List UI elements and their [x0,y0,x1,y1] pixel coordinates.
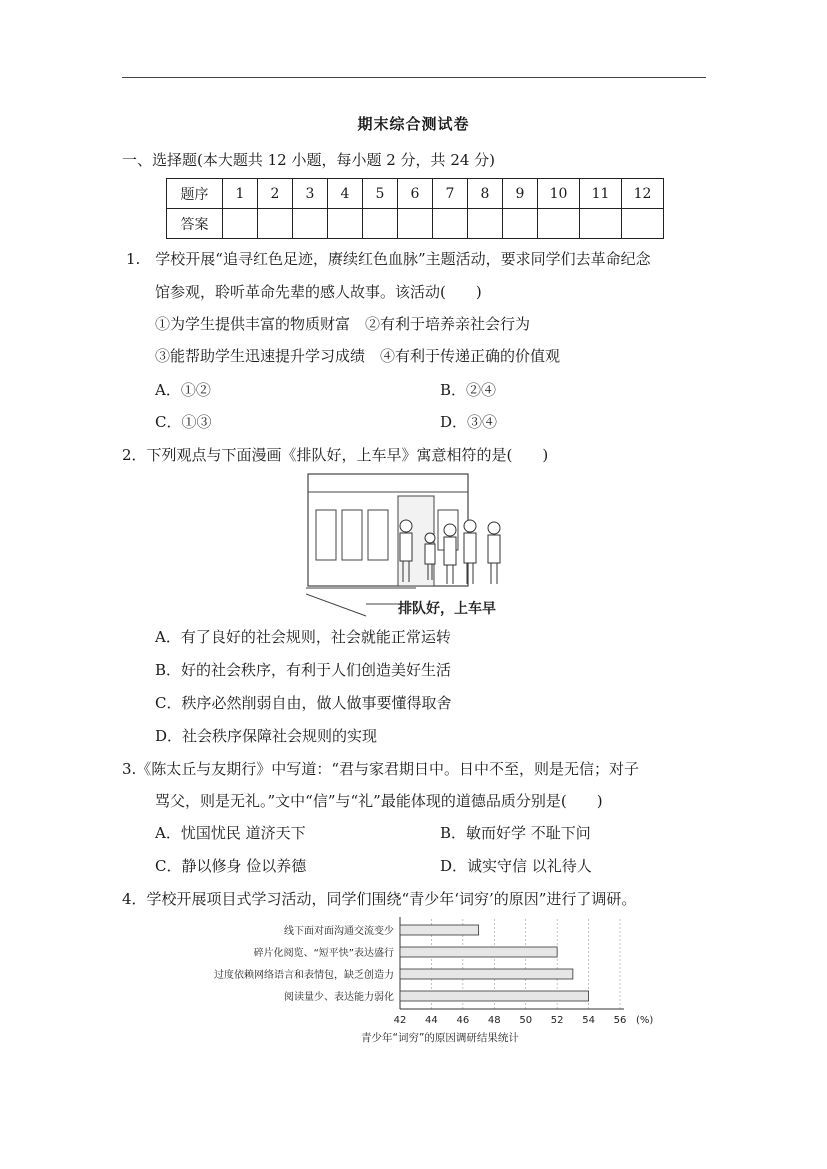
x-tick-label: 46 [456,1015,470,1026]
q2-option-c[interactable]: C．秩序必然削弱自由，做人做事要懂得取舍 [155,694,452,712]
table-cell: 4 [328,179,363,209]
x-tick-label: 48 [487,1015,501,1026]
table-row [167,209,664,239]
answer-cell[interactable] [258,209,293,239]
q1-stem-line2: 馆参观，聆听革命先辈的感人故事。该活动( ) [155,283,482,301]
queue-comic-illustration [306,470,522,620]
table-cell: 9 [503,179,538,209]
section-heading: 一、选择题(本大题共 12 小题，每小题 2 分，共 24 分) [122,151,496,169]
x-unit-label: (%) [636,1015,654,1026]
answer-cell[interactable] [293,209,328,239]
table-row [167,179,664,209]
q2-option-a[interactable]: A．有了良好的社会规则，社会就能正常运转 [155,628,451,646]
answer-cell[interactable] [223,209,258,239]
answer-cell[interactable] [398,209,433,239]
bar [400,925,479,935]
bar [400,969,573,979]
answer-cell[interactable] [580,209,622,239]
q1-statements-2: ③能帮助学生迅速提升学习成绩 ④有利于传递正确的价值观 [155,347,561,365]
q2-option-b[interactable]: B．好的社会秩序，有利于人们创造美好生活 [155,661,452,679]
q1-stem-line1: 1. 学校开展“追寻红色足迹，赓续红色血脉”主题活动，要求同学们去革命纪念 [126,250,651,268]
q3-stem-line1: 3.《陈太丘与友期行》中写道：“君与家君期日中。日中不至，则是无信；对子 [122,760,639,778]
answer-cell[interactable] [503,209,538,239]
bar [400,991,589,1001]
category-label: 过度依赖网络语言和表情包，缺乏创造力 [214,970,394,981]
table-cell: 2 [258,179,293,209]
reason-bar-chart [180,915,660,1045]
x-tick-label: 52 [550,1015,564,1026]
q1-option-d[interactable]: D．③④ [440,413,498,431]
category-label: 阅读量少、表达能力弱化 [284,992,394,1003]
category-label: 线下面对面沟通交流变少 [284,926,394,937]
table-cell: 10 [538,179,580,209]
answer-cell[interactable] [468,209,503,239]
x-tick-label: 50 [519,1015,533,1026]
q3-option-a[interactable]: A．忧国忧民 道济天下 [155,824,306,842]
q1-option-a[interactable]: A．①② [155,381,211,399]
q4-stem: 4．学校开展项目式学习活动，同学们围绕“青少年‘词穷’的原因”进行了调研。 [122,890,637,908]
q1-option-b[interactable]: B．②④ [440,381,497,399]
table-cell: 8 [468,179,503,209]
q2-option-d[interactable]: D．社会秩序保障社会规则的实现 [155,727,378,745]
category-label: 碎片化阅览、“短平快”表达盛行 [253,948,394,959]
row-label: 题序 [167,179,223,209]
x-tick-label: 42 [393,1015,407,1026]
table-cell: 3 [293,179,328,209]
table-cell: 12 [622,179,664,209]
table-cell: 6 [398,179,433,209]
chart-title: 青少年“词穷”的原因调研结果统计 [361,1032,519,1044]
x-tick-label: 54 [582,1015,595,1026]
table-cell: 5 [363,179,398,209]
answer-cell[interactable] [433,209,468,239]
table-cell: 11 [580,179,622,209]
x-tick-label: 44 [425,1015,438,1026]
row-label: 答案 [167,209,223,239]
table-cell: 7 [433,179,468,209]
q3-option-c[interactable]: C．静以修身 俭以养德 [155,857,307,875]
q3-option-b[interactable]: B．敏而好学 不耻下问 [440,824,591,842]
comic-caption: 排队好，上车早 [398,601,496,617]
q1-option-c[interactable]: C．①③ [155,413,212,431]
answer-cell[interactable] [328,209,363,239]
answer-cell[interactable] [622,209,664,239]
q3-option-d[interactable]: D．诚实守信 以礼待人 [440,857,592,875]
x-tick-label: 56 [613,1015,627,1026]
header-rule [122,77,706,78]
q2-stem: 2．下列观点与下面漫画《排队好，上车早》寓意相符的是( ) [122,446,549,464]
answer-cell[interactable] [538,209,580,239]
answer-table [166,178,664,239]
page-title: 期末综合测试卷 [357,115,470,133]
table-cell: 1 [223,179,258,209]
bar [400,947,557,957]
q3-stem-line2: 骂父，则是无礼。”文中“信”与“礼”最能体现的道德品质分别是( ) [155,792,603,810]
answer-cell[interactable] [363,209,398,239]
q1-statements-1: ①为学生提供丰富的物质财富 ②有利于培养亲社会行为 [155,315,531,333]
